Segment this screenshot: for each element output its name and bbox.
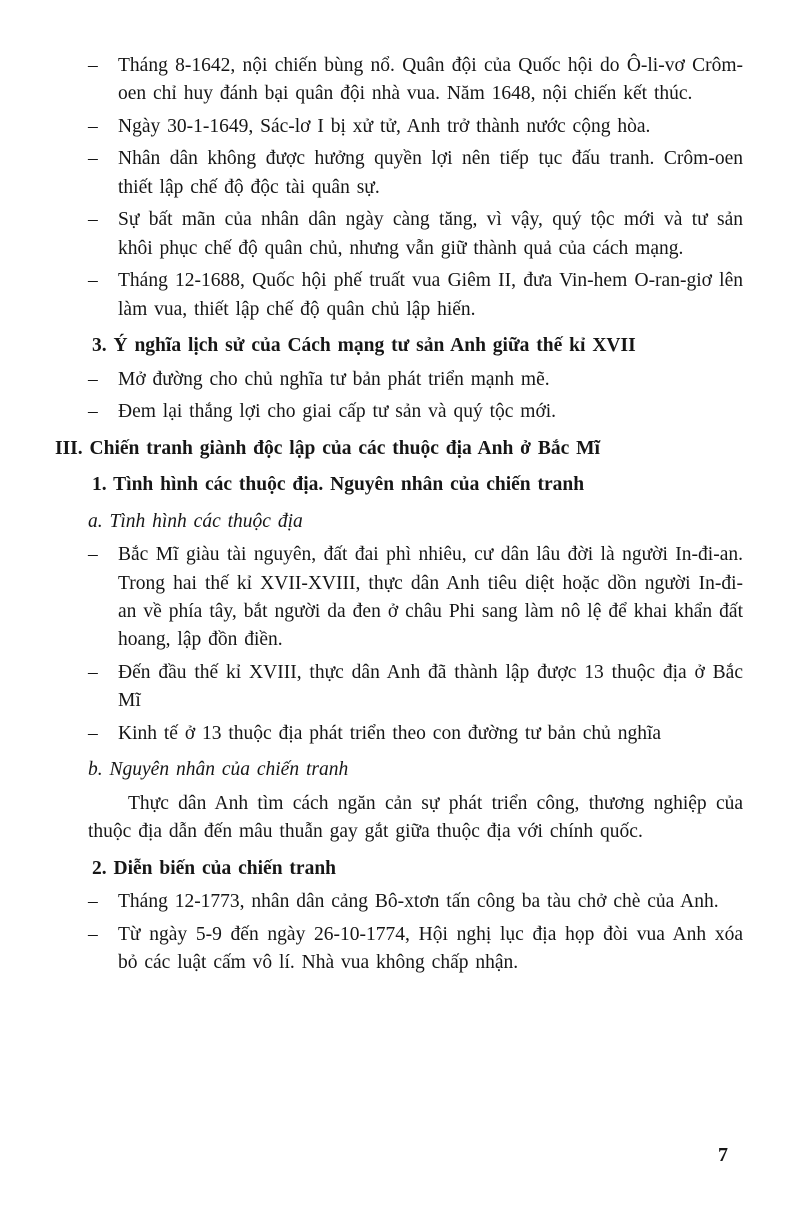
list-item-text: Tháng 12-1773, nhân dân cảng Bô-xtơn tấn công ba tàu chở chè của Anh.: [118, 891, 719, 913]
list-item-text: Bắc Mĩ giàu tài nguyên, đất đai phì nhiêu, cư dân lâu đời là người In-đi-an. Trong hai thế kỉ XVII-XVIII, thực dân Anh tiêu diệt hoặc dồn người In-đi-an về phía tây, bắt người da đen ở châu Phi sang làm nô lệ để khai khẩn đất hoang, lập đồn điền.: [118, 544, 743, 651]
list-item: [88, 398, 743, 426]
dash-marker: –: [88, 115, 98, 137]
dash-marker: –: [88, 368, 98, 390]
dash-marker: –: [88, 401, 98, 423]
list-item: [88, 267, 743, 324]
chapter-heading-iii: III. Chiến tranh giành độc lập của các thuộc địa Anh ở Bắc Mĩ: [55, 437, 600, 459]
dash-marker: –: [88, 544, 98, 566]
dash-marker: –: [88, 891, 98, 913]
list-item: [88, 541, 743, 655]
list-item-text: Đem lại thắng lợi cho giai cấp tư sản và quý tộc mới.: [118, 401, 557, 423]
list-item: [88, 113, 743, 141]
list-item: [88, 659, 743, 716]
list-item-text: Tháng 12-1688, Quốc hội phế truất vua Giêm II, đưa Vin-hem O-ran-giơ lên làm vua, thiết lập chế độ quân chủ lập hiến.: [118, 270, 743, 320]
section-heading-3: 3. Ý nghĩa lịch sử của Cách mạng tư sản Anh giữa thế kỉ XVII: [92, 335, 636, 357]
list-item-text: Kinh tế ở 13 thuộc địa phát triển theo con đường tư bản chủ nghĩa: [118, 722, 662, 744]
list-item: [88, 921, 743, 978]
section-heading-1: 1. Tình hình các thuộc địa. Nguyên nhân của chiến tranh: [92, 474, 585, 496]
body-paragraph: Thực dân Anh tìm cách ngăn cản sự phát triển công, thương nghiệp của thuộc địa dẫn đến mâu thuẫn gay gắt giữa thuộc địa với chính quốc.: [88, 792, 743, 843]
list-item-text: Tháng 8-1642, nội chiến bùng nổ. Quân đội của Quốc hội do Ô-li-vơ Crôm-oen chỉ huy đánh bại quân đội nhà vua. Năm 1648, nội chiến kết thúc.: [118, 55, 743, 105]
dash-marker: –: [88, 148, 98, 170]
list-item-text: Sự bất mãn của nhân dân ngày càng tăng, vì vậy, quý tộc mới và tư sản khôi phục chế độ quân chủ, nhưng vẫn giữ thành quả của cách mạng.: [118, 209, 743, 259]
list-item-text: Từ ngày 5-9 đến ngày 26-10-1774, Hội nghị lục địa họp đòi vua Anh xóa bỏ các luật cấm vô lí. Nhà vua không chấp nhận.: [118, 923, 743, 974]
section-heading-2: 2. Diễn biến của chiến tranh: [92, 857, 337, 879]
page-number: 7: [718, 1143, 728, 1166]
dash-marker: –: [88, 209, 98, 231]
list-item: [88, 145, 743, 202]
list-item-text: Đến đầu thế kỉ XVIII, thực dân Anh đã thành lập được 13 thuộc địa ở Bắc Mĩ: [118, 661, 743, 712]
list-item: [88, 888, 743, 916]
dash-marker: –: [88, 661, 98, 683]
dash-marker: –: [88, 722, 98, 744]
list-item: [88, 206, 743, 263]
list-item-text: Nhân dân không được hưởng quyền lợi nên tiếp tục đấu tranh. Crôm-oen thiết lập chế độ độc tài quân sự.: [118, 148, 743, 198]
list-item: [88, 366, 743, 394]
list-item-text: Mở đường cho chủ nghĩa tư bản phát triển mạnh mẽ.: [118, 368, 550, 390]
dash-marker: –: [88, 55, 98, 76]
subsection-heading-b: b. Nguyên nhân của chiến tranh: [88, 759, 349, 781]
dash-marker: –: [88, 923, 98, 945]
subsection-heading-a: a. Tình hình các thuộc địa: [88, 510, 303, 532]
list-item: [88, 720, 743, 748]
list-item-text: Ngày 30-1-1649, Sác-lơ I bị xử tử, Anh trở thành nước cộng hòa.: [118, 115, 651, 137]
list-item: [88, 52, 743, 109]
dash-marker: –: [88, 270, 98, 292]
